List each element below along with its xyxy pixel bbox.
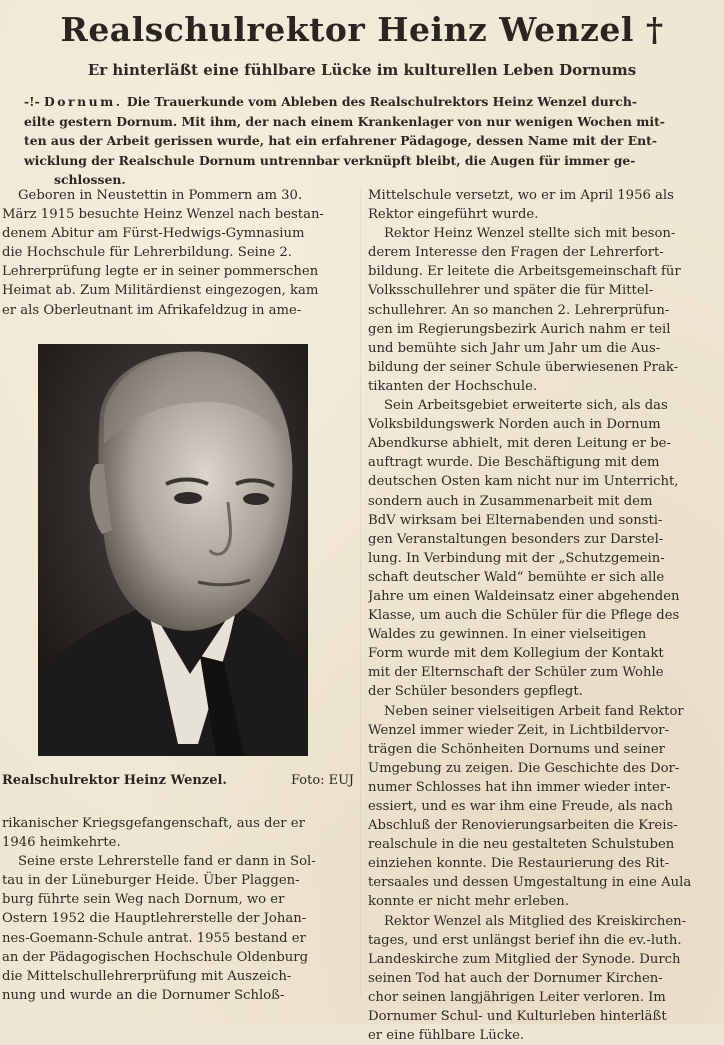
photo-caption — [2, 773, 354, 788]
text-line: burg führte sein Weg nach Dornum, wo er — [2, 892, 285, 908]
text-line: er eine fühlbare Lücke. — [368, 1028, 525, 1044]
text-line: Sein Arbeitsgebiet erweiterte sich, als das — [384, 398, 668, 414]
text-line: sondern auch in Zusammenarbeit mit dem — [368, 493, 653, 509]
text-line: derem Interesse den Fragen der Lehrerfort- — [368, 245, 664, 261]
lead-line: ten aus der Arbeit gerissen wurde, hat ein erfahrener Pädagoge, dessen Name mit der Ent- — [24, 133, 658, 149]
text-line: Seine erste Lehrerstelle fand er dann in Sol- — [18, 854, 316, 870]
lead-text: Die Trauerkunde vom Ableben des Realschulrektors Heinz Wenzel durch- — [122, 94, 637, 109]
text-line: lung. In Verbindung mit der „Schutzgemein- — [368, 550, 665, 566]
text-line: Ostern 1952 die Hauptlehrerstelle der Johan- — [2, 911, 307, 927]
lead-line — [24, 92, 707, 112]
text-line: denem Abitur am Fürst-Hedwigs-Gymnasium — [2, 226, 305, 242]
text-line: trägen die Schönheiten Dornums und seiner — [368, 741, 665, 757]
column-1-top-text — [2, 186, 354, 320]
text-line: tau in der Lüneburger Heide. Über Plaggen- — [2, 873, 300, 889]
text-line: Dornumer Schul- und Kulturleben hinterläßt — [368, 1009, 667, 1025]
text-line: Lehrerprüfung legte er in seiner pommerschen — [2, 264, 319, 280]
column-divider — [360, 188, 361, 996]
text-line: tages, und erst unlängst berief ihn die ev.-luth. — [368, 932, 682, 948]
text-line: realschule in die neu gestalteten Schulstuben — [368, 837, 675, 853]
text-line: er als Oberleutnant im Afrikafeldzug in ame- — [2, 302, 302, 318]
text-line: essiert, und es war ihm eine Freude, als nach — [368, 799, 673, 814]
lead-prefix: -!- — [24, 94, 45, 109]
text-line: Geboren in Neustettin in Pommern am 30. — [18, 188, 303, 203]
text-line: nes-Goemann-Schule antrat. 1955 bestand er — [2, 930, 306, 946]
column-1-bottom-text — [2, 814, 354, 1005]
headline: Realschulrektor Heinz Wenzel † — [60, 10, 664, 49]
text-line: chor seinen langjährigen Leiter verloren. Im — [368, 989, 666, 1005]
text-line: konnte er nicht mehr erleben. — [368, 894, 569, 910]
text-line: Wenzel immer wieder Zeit, in Lichtbildervor- — [368, 722, 670, 738]
lead-line: wicklung der Realschule Dornum untrennbar verknüpft bleibt, die Augen für immer ge- — [24, 152, 636, 168]
text-line: bildung. Er leitete die Arbeitsgemeinschaft für — [368, 264, 681, 280]
text-line: Rektor Wenzel als Mitglied des Kreiskirchen- — [384, 913, 687, 929]
text-line: rikanischer Kriegsgefangenschaft, aus der er — [2, 816, 305, 831]
text-line: tersaales und dessen Umgestaltung in eine Aula — [368, 875, 692, 891]
lead-paragraph — [24, 92, 707, 190]
lead-place: Dornum. — [44, 94, 123, 109]
lead-line: schlossen. — [54, 172, 126, 188]
lead-line: eilte gestern Dornum. Mit ihm, der nach einem Krankenlager von nur wenigen Wochen mit- — [24, 113, 665, 129]
text-line: tikanten der Hochschule. — [368, 378, 538, 394]
text-line: schullehrer. An so manchen 2. Lehrerprüfun- — [368, 302, 670, 318]
text-line: 1946 heimkehrte. — [2, 835, 121, 851]
text-line: Form wurde mit dem Kollegium der Kontakt — [368, 646, 664, 662]
text-line: Heimat ab. Zum Militärdienst eingezogen, kam — [2, 283, 319, 299]
text-line: Umgebung zu zeigen. Die Geschichte des Dor- — [368, 760, 680, 776]
text-line: Mittelschule versetzt, wo er im April 1956 als — [368, 188, 674, 203]
caption-text: Realschulrektor Heinz Wenzel. — [2, 773, 227, 788]
text-line: schaft deutscher Wald“ bemühte er sich alle — [368, 569, 665, 585]
portrait-photo — [38, 344, 308, 756]
text-line: Waldes zu gewinnen. In einer vielseitigen — [368, 627, 647, 643]
column-2-text — [368, 186, 716, 1045]
text-line: Abendkurse abhielt, mit deren Leitung er be- — [368, 436, 671, 452]
text-line: Rektor Heinz Wenzel stellte sich mit beson- — [384, 226, 676, 242]
text-line: Jahre um einen Waldeinsatz einer abgehenden — [368, 588, 680, 604]
text-line: mit der Elternschaft der Schüler zum Wohle — [368, 665, 664, 681]
text-line: die Hochschule für Lehrerbildung. Seine 2. — [2, 245, 292, 261]
text-line: Rektor eingeführt wurde. — [368, 207, 539, 223]
text-line: seinen Tod hat auch der Dornumer Kirchen- — [368, 970, 663, 986]
text-line: Landeskirche zum Mitglied der Synode. Durch — [368, 951, 681, 967]
text-line: numer Schlosses hat ihn immer wieder inter- — [368, 779, 671, 795]
text-line: gen im Regierungsbezirk Aurich nahm er teil — [368, 321, 671, 337]
text-line: an der Pädagogischen Hochschule Oldenburg — [2, 949, 309, 965]
text-line: auftragt wurde. Die Beschäftigung mit dem — [368, 455, 660, 471]
text-line: März 1915 besuchte Heinz Wenzel nach bestan- — [2, 207, 324, 223]
photo-credit: Foto: EUJ — [290, 773, 354, 788]
text-line: BdV wirksam bei Elternabenden und sonsti- — [368, 512, 663, 528]
text-line: einziehen konnte. Die Restaurierung des Rit- — [368, 856, 670, 872]
text-line: deutschen Osten kam nicht nur im Unterricht, — [368, 474, 679, 490]
text-line: und bemühte sich Jahr um Jahr um die Aus- — [368, 340, 661, 356]
text-line: gen Veranstaltungen besonders zur Darstel- — [368, 531, 664, 547]
text-line: die Mittelschullehrerprüfung mit Auszeich- — [2, 968, 292, 984]
text-line: Volksbildungswerk Norden auch in Dornum — [368, 417, 661, 433]
text-line: nung und wurde an die Dornumer Schloß- — [2, 987, 285, 1003]
text-line: der Schüler besonders gepflegt. — [368, 684, 583, 700]
text-line: Neben seiner vielseitigen Arbeit fand Rektor — [384, 703, 684, 719]
subheadline: Er hinterläßt eine fühlbare Lücke im kulturellen Leben Dornums — [87, 61, 637, 79]
text-line: Volksschullehrer und später die für Mittel- — [368, 283, 654, 299]
text-line: Klasse, um auch die Schüler für die Pflege des — [368, 608, 680, 624]
text-line: bildung der seiner Schule überwiesenen Prak- — [368, 359, 679, 375]
text-line: Abschluß der Renovierungsarbeiten die Kreis- — [368, 818, 678, 834]
